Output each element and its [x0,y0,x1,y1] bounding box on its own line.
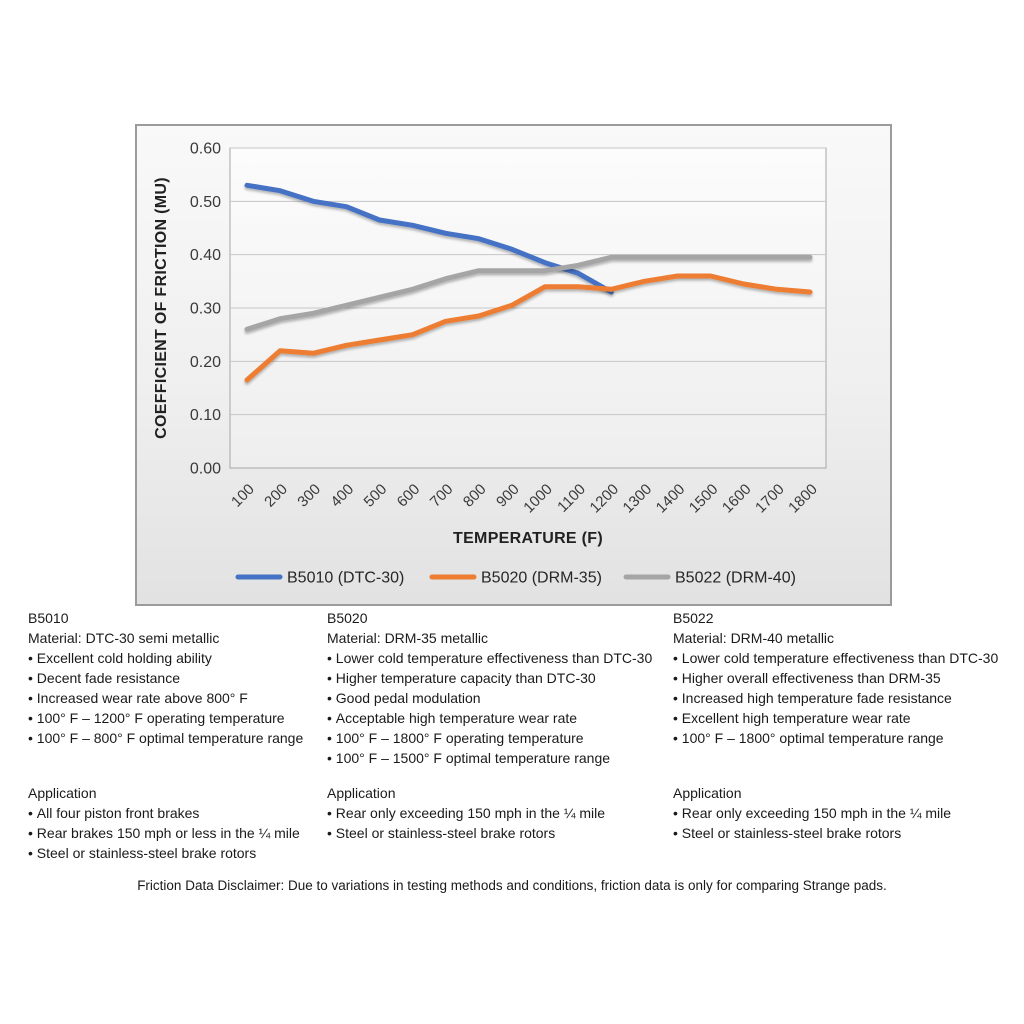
spec-bullet: • Lower cold temperature effectiveness than DTC-30 [327,648,652,668]
spec-bullet: • 100° F – 1500° F optimal temperature range [327,748,652,768]
spec-bullet: • Increased wear rate above 800° F [28,688,303,708]
friction-data-disclaimer: Friction Data Disclaimer: Due to variations in testing methods and conditions, friction data is only for comparing Strange pads. [137,878,887,893]
spec-bullet: • 100° F – 1200° F operating temperature [28,708,303,728]
y-tick-label: 0.20 [189,353,221,371]
spec-bullet: • 100° F – 1800° optimal temperature range [673,728,998,748]
y-tick-label: 0.00 [189,460,221,478]
application-block-b5022 [673,783,951,843]
y-axis-title: COEFFICIENT OF FRICTION (MU) [153,177,170,439]
spec-bullet: • Decent fade resistance [28,668,303,688]
x-tick-label: 1400 [652,480,689,517]
spec-bullet: • Increased high temperature fade resistance [673,688,998,708]
application-title: Application [28,785,97,801]
friction-chart-card [135,124,892,606]
spec-bullet: • Good pedal modulation [327,688,652,708]
application-bullet: • Rear brakes 150 mph or less in the ¼ mile [28,823,300,843]
application-title: Application [327,785,396,801]
x-tick-label: 1200 [586,480,623,517]
application-bullet: • Steel or stainless-steel brake rotors [327,823,605,843]
material-line: Material: DRM-35 metallic [327,630,489,646]
y-axis-tick-labels [190,141,221,478]
application-bullet: • All four piston front brakes [28,803,300,823]
application-title: Application [673,785,742,801]
product-title: B5022 [673,610,714,626]
y-tick-label: 0.40 [189,247,221,265]
spec-bullet: • 100° F – 800° F optimal temperature range [28,728,303,748]
x-tick-label: 1800 [785,480,821,517]
application-bullet: • Steel or stainless-steel brake rotors [673,823,951,843]
application-block-b5010 [28,783,300,863]
application-bullet-list [28,803,300,863]
spec-column-b5020 [327,608,652,768]
product-title: B5020 [327,610,368,626]
product-title: B5010 [28,610,69,626]
chart-legend [238,570,796,587]
application-bullet-list [327,803,605,843]
x-tick-label: 400 [327,480,358,511]
spec-bullet-list [327,648,652,768]
x-tick-label: 700 [426,480,457,511]
spec-column-b5022 [673,608,998,748]
x-tick-label: 100 [228,480,258,511]
friction-line-chart [137,126,890,604]
x-tick-label: 600 [393,480,424,511]
spec-bullet: • Higher temperature capacity than DTC-30 [327,668,652,688]
material-line: Material: DRM-40 metallic [673,630,835,646]
x-tick-label: 1100 [554,480,590,516]
spec-bullet: • Excellent cold holding ability [28,648,303,668]
x-tick-label: 1600 [718,480,755,517]
spec-bullet: • Acceptable high temperature wear rate [327,708,652,728]
material-line: Material: DTC-30 semi metallic [28,630,220,646]
x-tick-label: 1700 [752,480,788,517]
y-tick-label: 0.50 [189,193,221,211]
spec-bullet: • Higher overall effectiveness than DRM-35 [673,668,998,688]
x-tick-label: 200 [261,480,291,511]
application-bullet: • Steel or stainless-steel brake rotors [28,843,300,863]
y-tick-label: 0.10 [189,407,221,425]
spec-column-b5010 [28,608,303,748]
legend-label-b5020-drm-35: B5020 (DRM-35) [481,569,602,587]
x-tick-label: 1300 [619,480,656,517]
x-axis-title: TEMPERATURE (F) [453,530,603,547]
spec-bullet-list [673,648,998,748]
spec-bullet-list [28,648,303,748]
x-tick-label: 800 [459,480,490,511]
x-tick-label: 500 [360,480,391,511]
spec-bullet: • Excellent high temperature wear rate [673,708,998,728]
x-axis-tick-labels [228,481,821,517]
y-tick-label: 0.30 [189,300,221,318]
spec-bullet: • 100° F – 1800° F operating temperature [327,728,652,748]
x-tick-label: 300 [294,480,325,511]
application-bullet: • Rear only exceeding 150 mph in the ¼ mile [673,803,951,823]
legend-label-b5010-dtc-30: B5010 (DTC-30) [287,569,405,587]
spec-bullet: • Lower cold temperature effectiveness than DTC-30 [673,648,998,668]
x-tick-label: 1000 [520,480,556,517]
application-bullet: • Rear only exceeding 150 mph in the ¼ mile [327,803,605,823]
legend-label-b5022-drm-40: B5022 (DRM-40) [675,569,796,587]
application-block-b5020 [327,783,605,843]
x-tick-label: 1500 [685,480,722,517]
x-tick-label: 900 [493,480,523,511]
y-tick-label: 0.60 [189,140,221,158]
application-bullet-list [673,803,951,843]
